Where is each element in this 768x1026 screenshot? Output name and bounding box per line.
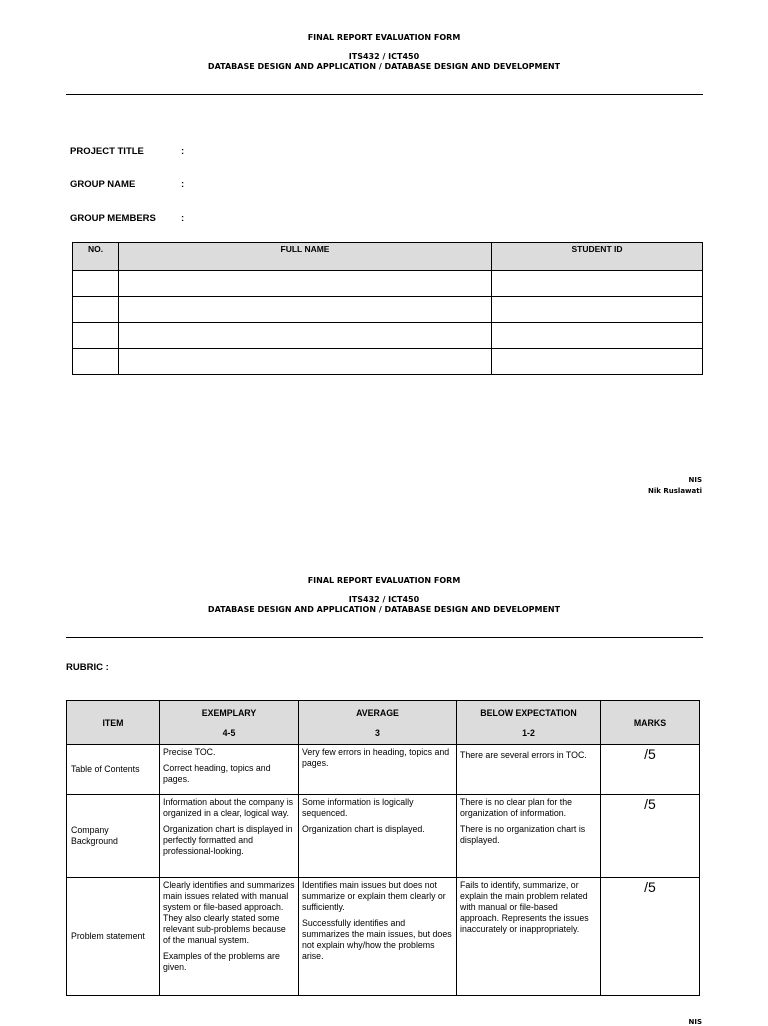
colon: : <box>181 213 185 224</box>
criteria-text: Fails to identify, summarize, or explain the main problem related with manual or file-based approach. Represents the issues inaccurately or inappropriately. <box>460 880 589 934</box>
cell-full-name[interactable] <box>119 349 492 375</box>
criteria-text: Organization chart is displayed. <box>302 824 425 834</box>
average-cell <box>299 878 457 996</box>
below-cell <box>457 745 601 795</box>
divider <box>66 94 703 95</box>
project-title-label: PROJECT TITLE <box>70 146 144 157</box>
criteria-text: Organization chart is displayed in perfectly formatted and professional-looking. <box>163 824 293 856</box>
form-title: FINAL REPORT EVALUATION FORM <box>307 33 461 42</box>
form-header-2 <box>0 576 768 615</box>
table-row <box>73 323 703 349</box>
marks-cell[interactable]: /5 <box>601 878 700 996</box>
divider <box>66 637 703 638</box>
colon: : <box>181 179 185 190</box>
signature-block <box>648 475 702 497</box>
cell-no[interactable] <box>73 297 119 323</box>
table-row <box>73 349 703 375</box>
criteria-text: Some information is logically sequenced. <box>302 797 414 818</box>
marks-cell[interactable]: /5 <box>601 795 700 878</box>
signature-name: Nik Ruslawati <box>648 487 702 495</box>
below-cell <box>457 878 601 996</box>
criteria-text: Successfully identifies and summarizes the main issues, but does not explain why/how the problems arise. <box>302 918 452 961</box>
item-cell: Table of Contents <box>67 745 160 795</box>
members-table <box>72 242 703 375</box>
cell-student-id[interactable] <box>492 271 703 297</box>
group-name-label: GROUP NAME <box>70 179 136 190</box>
cell-no[interactable] <box>73 323 119 349</box>
criteria-text: There is no clear plan for the organization of information. <box>460 797 572 818</box>
members-header-row <box>73 243 703 271</box>
criteria-text: Identifies main issues but does not summarize or explain them clearly or sufficiently. <box>302 880 446 912</box>
col-average <box>299 701 457 745</box>
marks-cell[interactable]: /5 <box>601 745 700 795</box>
colon: : <box>181 146 185 157</box>
course-code: ITS432 / ICT450 <box>348 595 420 604</box>
col-exemplary <box>160 701 299 745</box>
course-subtitle: DATABASE DESIGN AND APPLICATION / DATABASE DESIGN AND DEVELOPMENT <box>207 62 561 71</box>
col-marks: MARKS <box>601 701 700 745</box>
exemplary-cell <box>160 745 299 795</box>
below-cell <box>457 795 601 878</box>
course-code: ITS432 / ICT450 <box>348 52 420 61</box>
course-subtitle: DATABASE DESIGN AND APPLICATION / DATABASE DESIGN AND DEVELOPMENT <box>207 605 561 614</box>
cell-full-name[interactable] <box>119 297 492 323</box>
item-cell: Problem statement <box>67 878 160 996</box>
criteria-text: Information about the company is organized in a clear, logical way. <box>163 797 294 818</box>
criteria-text: There is no organization chart is displayed. <box>460 824 586 845</box>
below-range: 1-2 <box>522 727 535 738</box>
exemplary-cell <box>160 878 299 996</box>
exemplary-label: EXEMPLARY <box>201 707 257 718</box>
table-row <box>73 271 703 297</box>
table-row <box>67 745 700 795</box>
cell-full-name[interactable] <box>119 271 492 297</box>
col-full-name: FULL NAME <box>119 243 492 271</box>
table-row <box>73 297 703 323</box>
average-label: AVERAGE <box>356 707 399 718</box>
table-row <box>67 878 700 996</box>
average-cell <box>299 795 457 878</box>
col-item: ITEM <box>67 701 160 745</box>
col-no: NO. <box>73 243 119 271</box>
exemplary-range: 4-5 <box>222 727 236 738</box>
criteria-text: Clearly identifies and summarizes main issues related with manual system or file-based approach. They also clearly stated some relevant sub-problems because of the manual system. <box>163 880 295 945</box>
cell-no[interactable] <box>73 349 119 375</box>
item-cell: Company Background <box>67 795 160 878</box>
average-cell <box>299 745 457 795</box>
average-range: 3 <box>375 727 380 738</box>
cell-student-id[interactable] <box>492 323 703 349</box>
criteria-text: Examples of the problems are given. <box>163 951 280 972</box>
table-row <box>67 795 700 878</box>
cell-full-name[interactable] <box>119 323 492 349</box>
rubric-label: RUBRIC : <box>66 662 109 673</box>
criteria-text: Correct heading, topics and pages. <box>163 763 271 784</box>
cell-no[interactable] <box>73 271 119 297</box>
footer-initials: NIS <box>688 1018 702 1026</box>
criteria-text: There are several errors in TOC. <box>460 750 587 760</box>
criteria-text: Very few errors in heading, topics and pages. <box>302 747 450 768</box>
group-members-label: GROUP MEMBERS <box>70 213 156 224</box>
cell-student-id[interactable] <box>492 349 703 375</box>
col-student-id: STUDENT ID <box>492 243 703 271</box>
exemplary-cell <box>160 795 299 878</box>
cell-student-id[interactable] <box>492 297 703 323</box>
rubric-table <box>66 700 700 996</box>
col-below-expectation <box>457 701 601 745</box>
below-label: BELOW EXPECTATION <box>480 707 577 718</box>
form-header-1 <box>0 33 768 72</box>
form-title: FINAL REPORT EVALUATION FORM <box>307 576 461 585</box>
rubric-header-row <box>67 701 700 745</box>
signature-initials: NIS <box>688 476 702 484</box>
criteria-text: Precise TOC. <box>163 747 216 757</box>
